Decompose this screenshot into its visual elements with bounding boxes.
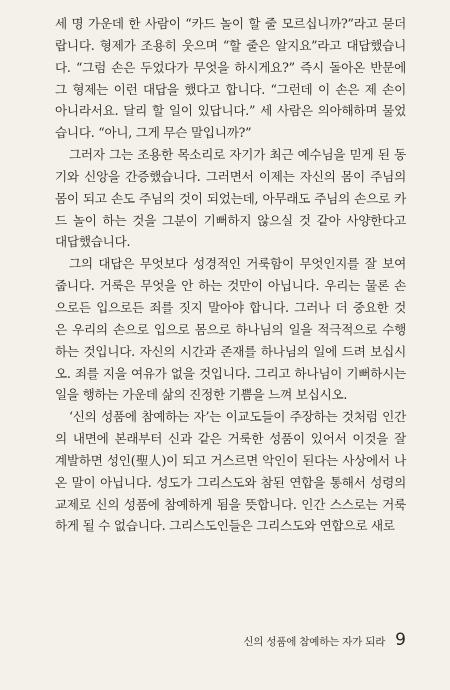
paragraph <box>55 253 406 406</box>
text-line: 하게 될 수 없습니다. 그리스도인들은 그리스도와 연합으로 새로 <box>55 518 395 534</box>
text-line: 은 우리의 손으로 입으로 몸으로 하나님의 일을 적극적으로 수행 <box>55 321 406 337</box>
text-line: 몸이 되고 손도 주님의 것이 되었는데, 아무래도 주님의 손으로 카 <box>55 190 406 206</box>
text-line: 아니라서요. 달리 할 일이 있답니다.” 세 사람은 의아해하며 물었 <box>55 103 406 119</box>
text-line: 줍니다. 거룩은 무엇을 안 하는 것만이 아닙니다. 우리는 물론 손 <box>55 278 406 294</box>
text-line: 계발하면 성인(聖人)이 되고 거스르면 악인이 된다는 사상에서 나 <box>55 452 406 468</box>
text-line: 드 놀이 하는 것을 그분이 기뻐하지 않으실 것 같아 사양한다고 <box>55 212 406 228</box>
paragraph <box>55 13 406 144</box>
page-footer <box>243 630 406 650</box>
body-text <box>55 13 406 537</box>
text-line: 일을 행하는 가운데 삶의 진정한 기쁨을 느껴 보십시오. <box>55 387 348 403</box>
text-line: 대답했습니다. <box>55 234 131 250</box>
text-line: 기와 신앙을 간증했습니다. 그러면서 이제는 자신의 몸이 주님의 <box>55 168 406 184</box>
text-line: 랍니다. 형제가 조용히 웃으며 “할 줄은 알지요”라고 대답했습니 <box>55 37 406 53</box>
text-line: 교제로 신의 성품에 참예하게 됨을 뜻합니다. 인간 스스로는 거룩 <box>55 496 406 512</box>
text-line: 오. 죄를 지을 여유가 없을 것입니다. 그리고 하나님이 기뻐하시는 <box>55 365 406 381</box>
text-line: ‘신의 성품에 참예하는 자’는 이교도들이 주장하는 것처럼 인간 <box>69 409 406 425</box>
running-head: 신의 성품에 참예하는 자가 되라 <box>243 636 386 648</box>
text-line: 그 형제는 이런 대답을 했다고 합니다. “그런데 이 손은 제 손이 <box>55 81 406 97</box>
text-line: 으로든 입으로든 죄를 짓지 말아야 합니다. 그러나 더 중요한 것 <box>55 299 406 315</box>
text-line: 습니다. “아니, 그게 무슨 말입니까?” <box>55 125 252 141</box>
text-line: 다. “그럼 손은 두었다가 무엇을 하시게요?” 즉시 돌아온 반문에 <box>55 59 406 75</box>
text-line: 의 내면에 본래부터 신과 같은 거룩한 성품이 있어서 이것을 잘 <box>55 431 406 447</box>
paragraph <box>55 406 406 537</box>
text-line: 그러자 그는 조용한 목소리로 자기가 최근 예수님을 믿게 된 동 <box>69 147 406 163</box>
text-line: 그의 대답은 무엇보다 성경적인 거룩함이 무엇인지를 잘 보여 <box>69 256 406 272</box>
text-line: 하는 것입니다. 자신의 시간과 존재를 하나님의 일에 드려 보십시 <box>55 343 406 359</box>
text-line: 온 말이 아닙니다. 성도가 그리스도와 참된 연합을 통해서 성령의 <box>55 474 406 490</box>
paragraph <box>55 144 406 253</box>
text-line: 세 명 가운데 한 사람이 “카드 놀이 할 줄 모르십니까?”라고 묻더 <box>55 16 406 31</box>
page-number: 9 <box>395 630 406 650</box>
